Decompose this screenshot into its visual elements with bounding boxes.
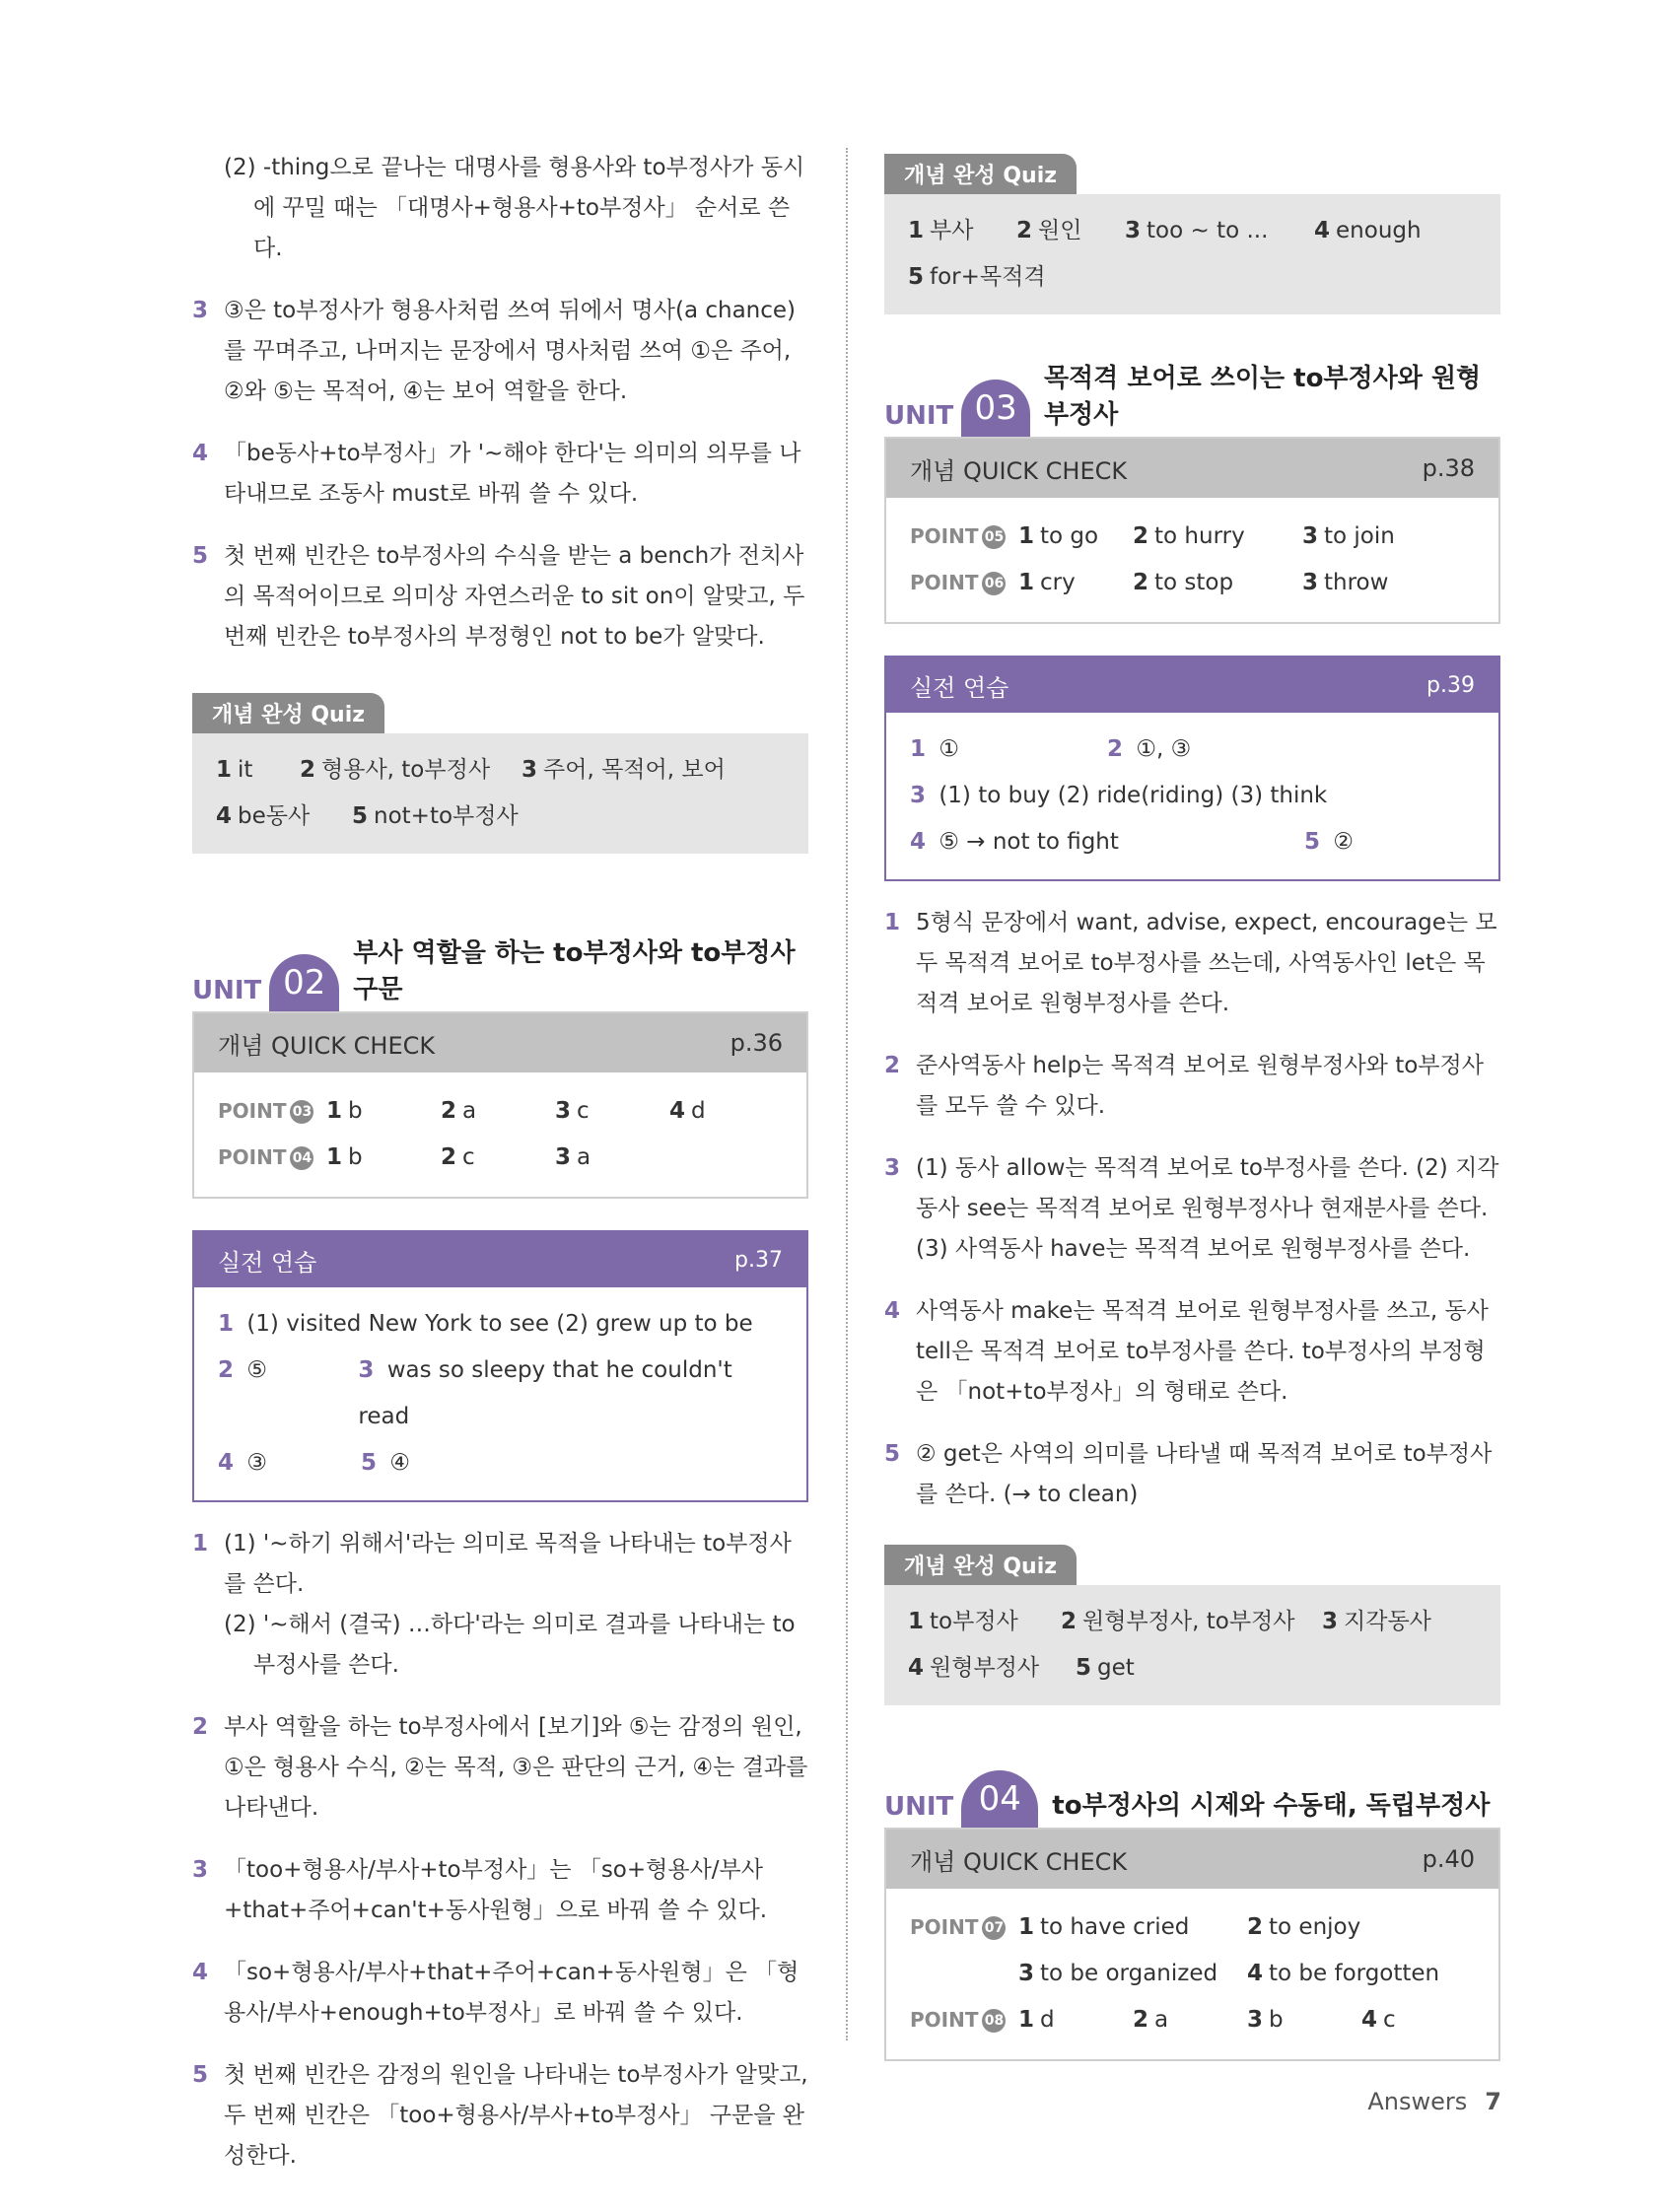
explanation-item: 2 부사 역할을 하는 to부정사에서 [보기]와 ⑤는 감정의 원인, ①은 형용사 수식, ②는 목적, ③은 판단의 근거, ④는 결과를 나타낸다. — [192, 1714, 808, 1821]
quiz-answer: 4 be동사 — [216, 803, 311, 829]
unit-03-header: UNIT 03 목적격 보어로 쓰이는 to부정사와 원형부정사 — [884, 378, 1500, 437]
point-label: POINT 03 — [218, 1088, 326, 1135]
left-column — [192, 148, 808, 2198]
concept-quiz — [192, 693, 808, 854]
unit-number: 04 — [961, 1770, 1038, 1828]
explanation-item: 2 준사역동사 help는 목적격 보어로 원형부정사와 to부정사를 모두 쓸 수 있다. — [884, 1053, 1484, 1119]
explanation-item: 5 ② get은 사역의 의미를 나타낼 때 목적격 보어로 to부정사를 쓴다. (→ to clean) — [884, 1441, 1493, 1507]
point-row: POINT 05 1 to go 2 to hurry 3 to join — [910, 514, 1475, 560]
point-label: POINT 05 — [910, 514, 1018, 560]
unit-title: 부사 역할을 하는 to부정사와 to부정사 구문 — [353, 938, 796, 1004]
unit-title: 목적격 보어로 쓰이는 to부정사와 원형부정사 — [1043, 364, 1482, 430]
practice-box: 실전 연습 p.37 1 (1) visited New York to see (2) grew up to be 2 ⑤ 3 was so sleepy that he couldn't read 4 ③ 5 ④ — [192, 1230, 808, 1502]
right-column — [884, 154, 1500, 2093]
point-row: POINT 08 1 d 2 a 3 b 4 c — [910, 1997, 1475, 2043]
quiz-answer: 3 주어, 목적어, 보어 — [522, 757, 726, 783]
quiz-answers: 1 to부정사 2 원형부정사, to부정사 3 지각동사 4 원형부정사 5 get — [884, 1585, 1500, 1705]
point-label: POINT 04 — [218, 1135, 326, 1181]
explanation-item: 1 (1) '~하기 위해서'라는 의미로 목적을 나타내는 to부정사를 쓴다. (2) '~해서 (결국) …하다'라는 의미로 결과를 나타내는 to부정사를 쓴다. — [192, 1531, 796, 1678]
quiz-answer: 5 not+to부정사 — [352, 803, 519, 829]
quiz-tab: 개념 완성 Quiz — [884, 1545, 1077, 1585]
point-label: POINT 08 — [910, 1997, 1018, 2043]
point-label: POINT 07 — [910, 1904, 1018, 1951]
explanation-item: 4 「be동사+to부정사」가 '~해야 한다'는 의미의 의무를 나타내므로 조동사 must로 바꿔 쓸 수 있다. — [192, 441, 801, 507]
quiz-answers: 1 부사 2 원인 3 too ~ to ... 4 enough 5 for+목적격 — [884, 194, 1500, 314]
concept-quiz — [884, 1545, 1500, 1705]
quiz-answer: 1 it — [216, 757, 253, 783]
concept-quiz — [884, 154, 1500, 314]
footer-label: Answers — [1367, 2088, 1468, 2115]
explanation-item: 4 사역동사 make는 목적격 보어로 원형부정사를 쓰고, 동사 tell은 목적격 보어로 to부정사를 쓴다. to부정사의 부정형은 「not+to부정사」의 형태로 쓴다. — [884, 1298, 1489, 1405]
point-row: POINT 07 1 to have cried 2 to enjoy — [910, 1904, 1475, 1951]
page-footer — [1367, 2088, 1501, 2115]
explanation-item: 3 (1) 동사 allow는 목적격 보어로 to부정사를 쓴다. (2) 지각동사 see는 목적격 보어로 원형부정사나 현재분사를 쓴다. (3) 사역동사 have는 목적격 보어로 원형부정사를 쓴다. — [884, 1155, 1499, 1262]
unit-04-header: UNIT 04 to부정사의 시제와 수동태, 독립부정사 — [884, 1768, 1500, 1828]
column-divider — [846, 148, 848, 2040]
unit-number: 03 — [961, 380, 1030, 437]
explanation-item: 5 첫 번째 빈칸은 to부정사의 수식을 받는 a bench가 전치사의 목적어이므로 의미상 자연스러운 to sit on이 알맞고, 두 번째 빈칸은 to부정사의 부정형인 not to be가 알맞다. — [192, 543, 805, 650]
quick-check: 개념 QUICK CHECK p.40 POINT 07 1 to have cried 2 to enjoy 3 to be organized 4 to be forgotten POINT 08 1 d 2 a 3 b 4 c — [884, 1828, 1500, 2061]
unit-title: to부정사의 시제와 수동태, 독립부정사 — [1052, 1791, 1491, 1821]
page-number: 7 — [1485, 2088, 1501, 2115]
point-row: POINT 03 1 b 2 a 3 c 4 d — [218, 1088, 783, 1135]
quiz-answer: 2 형용사, to부정사 — [300, 757, 491, 783]
explanation-item: 1 5형식 문장에서 want, advise, expect, encourage는 모두 목적격 보어로 to부정사를 쓰는데, 사역동사인 let은 목적격 보어로 원형부정사를 쓴다. — [884, 910, 1497, 1016]
unit-number: 02 — [269, 954, 339, 1011]
explanation-item: 3 「too+형용사/부사+to부정사」는 「so+형용사/부사+that+주어+can't+동사원형」으로 바꿔 쓸 수 있다. — [192, 1857, 768, 1923]
explanation-2-2: (2) -thing으로 끝나는 대명사를 형용사와 to부정사가 동시에 꾸밀 때는 「대명사+형용사+to부정사」 순서로 쓴다. — [224, 155, 805, 261]
quiz-tab: 개념 완성 Quiz — [884, 154, 1077, 194]
explanation-item: 5 첫 번째 빈칸은 감정의 원인을 나타내는 to부정사가 알맞고, 두 번째 빈칸은 「too+형용사/부사+to부정사」 구문을 완성한다. — [192, 2062, 808, 2169]
quick-check: 개념 QUICK CHECK p.36 POINT 03 1 b 2 a 3 c 4 d POINT 04 1 b 2 c 3 a — [192, 1011, 808, 1199]
point-row: POINT 06 1 cry 2 to stop 3 throw — [910, 560, 1475, 606]
point-label: POINT 06 — [910, 560, 1018, 606]
unit-02-header: UNIT 02 부사 역할을 하는 to부정사와 to부정사 구문 — [192, 952, 808, 1011]
quick-check: 개념 QUICK CHECK p.38 POINT 05 1 to go 2 to hurry 3 to join POINT 06 1 cry 2 to stop 3 throw — [884, 437, 1500, 624]
quiz-answers — [192, 733, 808, 854]
explanation-item: 3 ③은 to부정사가 형용사처럼 쓰여 뒤에서 명사(a chance)를 꾸며주고, 나머지는 문장에서 명사처럼 쓰여 ①은 주어, ②와 ⑤는 목적어, ④는 보어 역할을 한다. — [192, 298, 797, 404]
practice-box: 실전 연습 p.39 1 ① 2 ①, ③ 3 (1) to buy (2) ride(riding) (3) think 4 ⑤ → not to fight 5 ② — [884, 656, 1500, 881]
point-row: POINT 04 1 b 2 c 3 a — [218, 1135, 783, 1181]
quiz-tab: 개념 완성 Quiz — [192, 693, 384, 733]
explanation-item: 4 「so+형용사/부사+that+주어+can+동사원형」은 「형용사/부사+enough+to부정사」로 바꿔 쓸 수 있다. — [192, 1960, 800, 2026]
